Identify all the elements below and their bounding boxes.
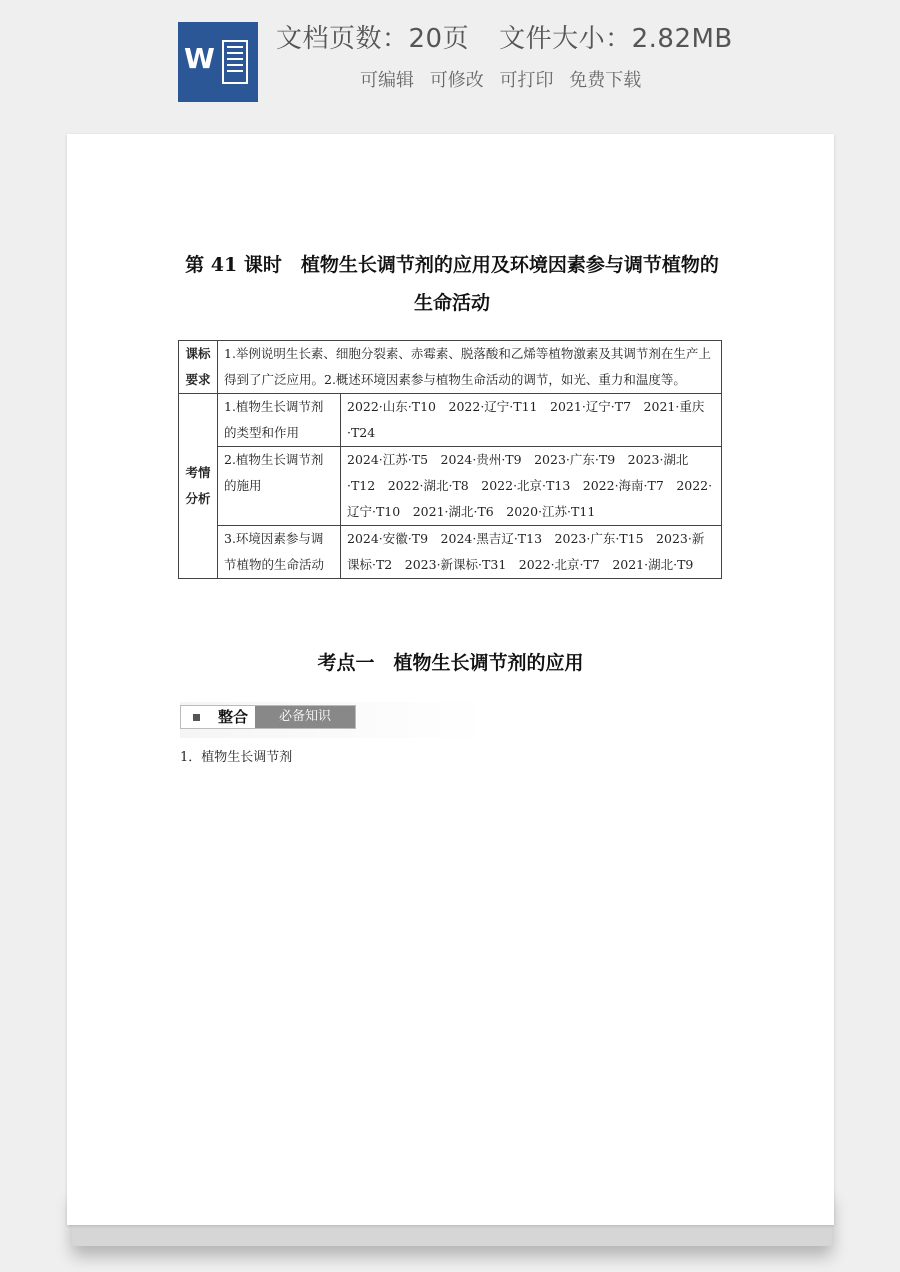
tag-sub: 必备知识 <box>255 706 355 728</box>
curriculum-header: 课标要求 <box>179 341 218 394</box>
word-file-icon <box>178 22 258 102</box>
sources-cell: 2024·江苏·T5 2024·贵州·T9 2023·广东·T9 2023·湖北·T12 2022·湖北·T8 2022·北京·T13 2022·海南·T7 2022·辽宁·T10 2021·湖北·T6 2020·江苏·T11 <box>341 447 722 526</box>
file-info <box>276 18 733 55</box>
document-lines-icon <box>222 40 248 84</box>
curriculum-text: 1.举例说明生长素、细胞分裂素、赤霉素、脱落酸和乙烯等植物激素及其调节剂在生产上得到了广泛应用。2.概述环境因素参与植物生命活动的调节，如光、重力和温度等。 <box>218 341 722 394</box>
requirements-table <box>178 340 722 579</box>
file-size: 文件大小：2.82MB <box>499 24 733 54</box>
word-letter: W <box>184 42 215 75</box>
feature-list <box>360 66 651 92</box>
topic-cell: 3.环境因素参与调节植物的生命活动 <box>218 526 341 579</box>
sources-cell: 2024·安徽·T9 2024·黑吉辽·T13 2023·广东·T15 2023·新课标·T2 2023·新课标·T31 2022·北京·T7 2021·湖北·T9 <box>341 526 722 579</box>
square-bullet-icon <box>181 706 211 728</box>
lesson-title: 第 41 课时 植物生长调节剂的应用及环境因素参与调节植物的生命活动 <box>185 254 719 314</box>
topic-cell: 1.植物生长调节剂的类型和作用 <box>218 394 341 447</box>
feature-printable: 可打印 <box>499 70 554 91</box>
sources-cell: 2022·山东·T10 2022·辽宁·T11 2021·辽宁·T7 2021·重庆·T24 <box>341 394 722 447</box>
table-row <box>179 526 722 579</box>
page-count: 文档页数：20页 <box>276 24 470 54</box>
feature-editable: 可编辑 <box>360 70 414 91</box>
document-page <box>67 134 834 1225</box>
section-title: 考点一 植物生长调节剂的应用 <box>317 652 584 674</box>
feature-modifiable: 可修改 <box>429 70 484 91</box>
topic-cell: 2.植物生长调节剂的施用 <box>218 447 341 526</box>
knowledge-tag-bar <box>180 705 356 729</box>
analysis-header: 考情分析 <box>179 394 218 579</box>
feature-free-download: 免费下载 <box>569 70 642 91</box>
table-row <box>179 447 722 526</box>
table-row <box>179 341 722 394</box>
tag-main: 整合 <box>211 706 255 728</box>
table-row <box>179 394 722 447</box>
list-item: 1．植物生长调节剂 <box>180 750 293 765</box>
